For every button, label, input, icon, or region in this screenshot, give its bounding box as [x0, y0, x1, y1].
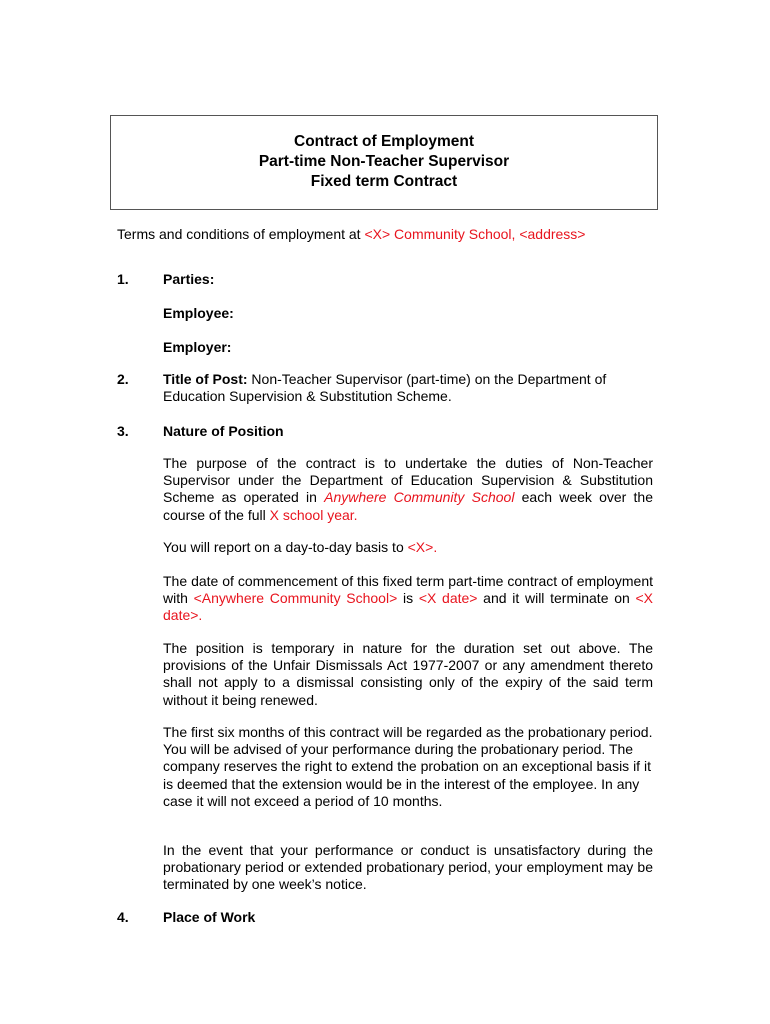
purpose-paragraph: [163, 455, 653, 524]
document-title: Contract of Employment: [294, 133, 474, 150]
title-box: [110, 115, 658, 210]
termination-paragraph: In the event that your performance or conduct is unsatisfactory during the probationary period or extended probationary period, your employment may be terminated by one week’s notice.: [163, 842, 653, 893]
commencement-terminate: and it will terminate on: [477, 590, 636, 607]
probation-paragraph: The first six months of this contract will be regarded as the probationary period. You will be advised of your performance during the probationary period. The company reserves the right to extend the probation on an exceptional basis if it is deemed that the extension would be in the interest of the employee. In any case it will not exceed a period of 10 months.: [163, 724, 653, 809]
purpose-text-cont: each week over the course of the full: [163, 489, 654, 523]
document-subtitle: Part-time Non-Teacher Supervisor: [258, 153, 510, 170]
school-year-placeholder: X school year.: [269, 506, 358, 523]
start-date-placeholder: <X date>: [418, 590, 478, 607]
section-2-number: 2.: [117, 371, 129, 387]
title-of-post-label: Title of Post:: [163, 371, 248, 387]
contract-type: Fixed term Contract: [310, 173, 458, 190]
commencement-is: is: [397, 590, 419, 607]
commencement-text: The date of commencement of this fixed term part-time contract of employment with: [163, 573, 653, 607]
employer-label: Employer:: [163, 339, 232, 355]
section-1-heading: Parties:: [163, 271, 215, 287]
section-4-number: 4.: [117, 909, 129, 925]
report-paragraph: [163, 539, 653, 556]
intro-line: [117, 226, 585, 242]
section-1-number: 1.: [117, 271, 129, 287]
employee-label: Employee:: [163, 305, 234, 321]
school-placeholder: <Anywhere Community School>: [193, 590, 398, 607]
section-3-heading: Nature of Position: [163, 423, 284, 439]
commencement-paragraph: [163, 573, 653, 625]
section-2-paragraph: [163, 371, 653, 405]
school-address-placeholder: <X> Community School, <address>: [364, 226, 586, 242]
school-name-placeholder: Anywhere Community School: [324, 489, 515, 506]
end-date-placeholder: <X date>.: [163, 590, 653, 624]
report-text: You will report on a day-to-day basis to: [163, 539, 408, 555]
intro-text: Terms and conditions of employment at: [117, 226, 365, 242]
temporary-paragraph: The position is temporary in nature for the duration set out above. The provisions of the Unfair Dismissals Act 1977-2007 or any amendment thereto shall not apply to a dismissal consisting only of the expiry of the said term without it being renewed.: [163, 640, 653, 708]
purpose-text: The purpose of the contract is to undertake the duties of Non-Teacher Supervisor under the Department of Education Supervision & Substitution Scheme as operated in: [163, 455, 653, 506]
section-4-heading: Place of Work: [163, 909, 256, 925]
section-3-number: 3.: [117, 423, 129, 439]
report-to-placeholder: <X>.: [407, 539, 438, 555]
title-of-post-text: Non-Teacher Supervisor (part-time) on the Department of Education Supervision & Substitution Scheme.: [163, 371, 607, 405]
